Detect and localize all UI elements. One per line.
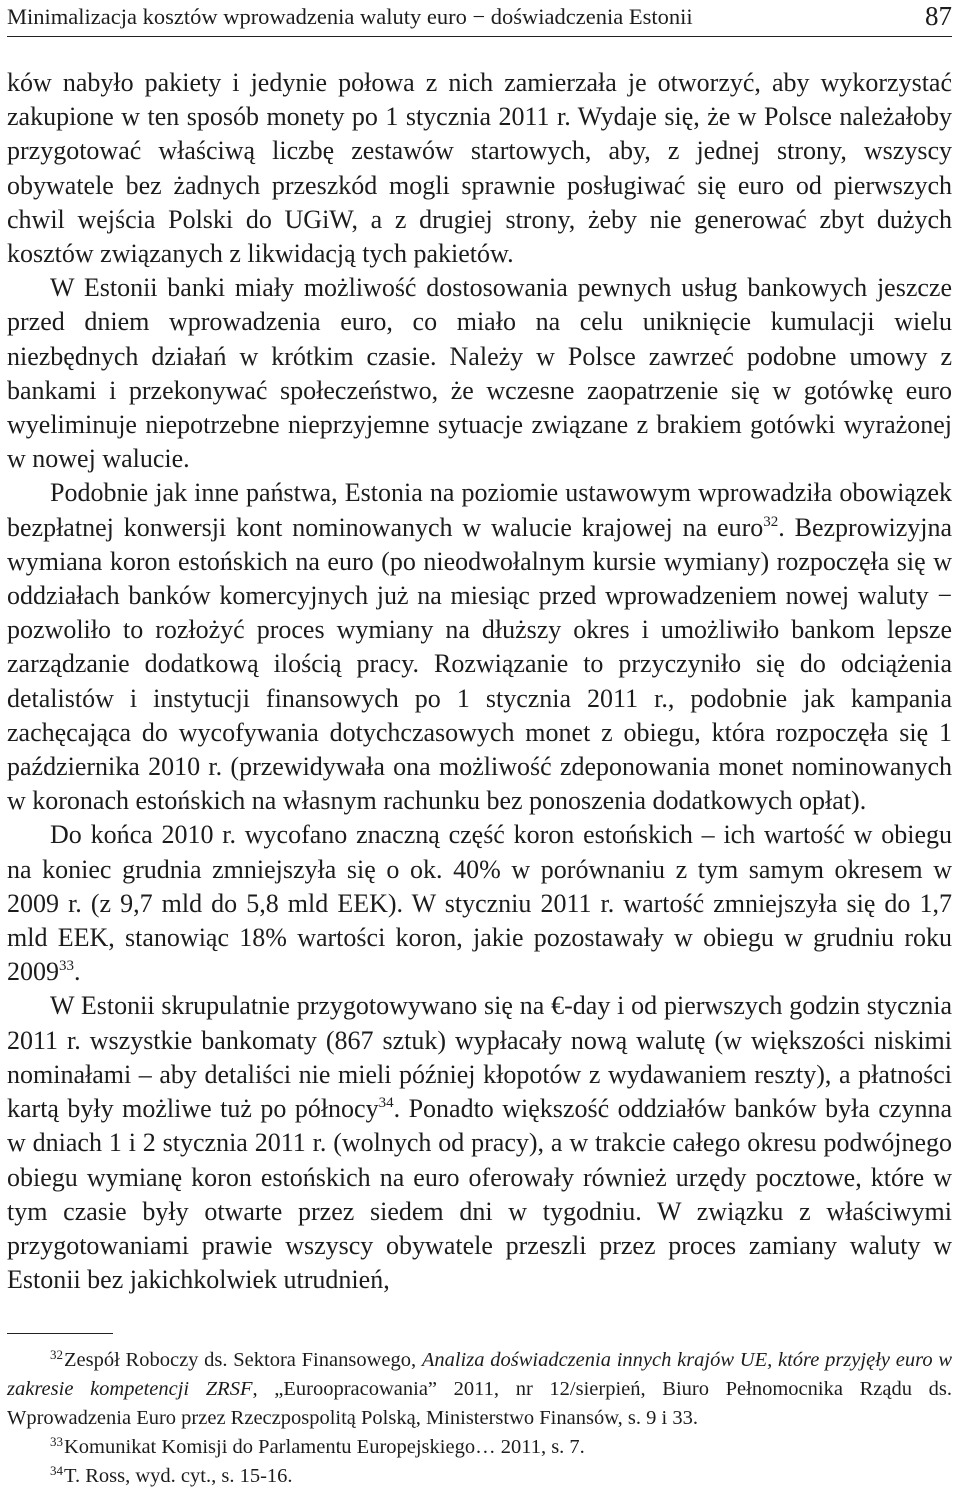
paragraph-5 — [7, 989, 952, 1297]
footnote-ref-33[interactable]: 33 — [59, 958, 74, 975]
footnote-separator — [7, 1333, 113, 1334]
body-text — [7, 66, 952, 1297]
page-number: 87 — [925, 1, 952, 31]
footnotes — [7, 1346, 952, 1491]
footnote-32 — [7, 1346, 952, 1433]
paragraph-1 — [7, 66, 952, 271]
running-header — [7, 0, 952, 37]
paragraph-5-text-b: . Ponadto większość oddziałów banków była czynna w dniach 1 i 2 stycznia 2011 r. (wolnych od pracy), a w trakcie całego okresu podwójnego obiegu wymianę koron estońskich na euro oferowały również urzędy pocztowe, które w tym czasie były otwarte przez siedem dni w tygodniu. W związku z właściwymi przygotowaniami prawie wszyscy obywatele przeszli przez proces zamiany waluty w Estonii bez jakichkolwiek utrudnień, — [7, 1094, 952, 1295]
footnote-33 — [7, 1433, 952, 1462]
paragraph-2 — [7, 271, 952, 476]
footnote-32-title: Analiza doświadczenia innych krajów UE, które przyjęły euro w zakresie kompetencji ZRSF — [7, 1349, 952, 1400]
running-header-title: Minimalizacja kosztów wprowadzenia waluty euro − doświadczenia Estonii — [7, 4, 693, 29]
footnote-34-text: T. Ross, wyd. cyt., s. 15-16. — [64, 1465, 293, 1487]
paragraph-4-text-b: . — [74, 957, 81, 987]
paragraph-4 — [7, 818, 952, 989]
paragraph-2-text: W Estonii banki miały możliwość dostosowania pewnych usług bankowych jeszcze przed dniem wprowadzenia euro, co miało na celu uniknięcie kumulacji wielu niezbędnych działań w krótkim czasie. Należy w Polsce zawrzeć podobne umowy z bankami i przekonywać społeczeństwo, że wczesne zaopatrzenie się w gotówkę euro wyeliminuje niepotrzebne nieprzyjemne sytuacje związane z brakiem gotówki wyrażonej w nowej walucie. — [7, 273, 952, 474]
paragraph-4-text-a: Do końca 2010 r. wycofano znaczną część koron estońskich – ich wartość w obiegu na koniec grudnia zmniejszyła się o ok. 40% w porównaniu z tym samym okresem w 2009 r. (z 9,7 mld do 5,8 mld EEK). W styczniu 2011 r. wartość zmniejszyła się do 1,7 mld EEK, stanowiąc 18% wartości koron, jakie pozostawały w obiegu w grudniu roku 2009 — [7, 820, 952, 987]
footnote-number: 34 — [50, 1463, 63, 1478]
footnote-33-text: Komunikat Komisji do Parlamentu Europejskiego… 2011, s. 7. — [64, 1436, 585, 1458]
footnote-number: 33 — [50, 1434, 63, 1449]
paragraph-3-text-a: Podobnie jak inne państwa, Estonia na poziomie ustawowym wprowadziła obowiązek bezpłatnej konwersji kont nominowanych w walucie krajowej na euro — [7, 478, 952, 542]
footnote-number: 32 — [50, 1347, 63, 1362]
paragraph-1-text: ków nabyło pakiety i jedynie połowa z nich zamierzała je otworzyć, aby wykorzystać zakupione w ten sposób monety po 1 stycznia 2011 r. Wydaje się, że w Polsce należałoby przygotować właściwą liczbę zestawów startowych, aby, z jednej strony, wszyscy obywatele bez żadnych przeszkód mogli sprawnie posługiwać się euro od pierwszych chwil wejścia Polski do UGiW, a z drugiej strony, żeby nie generować zbyt dużych kosztów związanych z likwidacją tych pakietów. — [7, 68, 952, 269]
paragraph-3 — [7, 476, 952, 818]
footnote-32-text-b: , „Euroopracowania” 2011, nr 12/sierpień, Biuro Pełnomocnika Rządu ds. Wprowadzenia Euro przez Rzeczpospolitą Polską, Ministerstwo Finansów, s. 9 i 33. — [7, 1378, 952, 1429]
paragraph-5-text-a: W Estonii skrupulatnie przygotowywano się na €-day i od pierwszych godzin stycznia 2011 r. wszystkie bankomaty (867 sztuk) wypłacały nową walutę (w większości niskimi nominałami – aby detaliści nie mieli później kłopotów z wydawaniem reszty), a płatności kartą były możliwe tuż po północy — [7, 991, 952, 1124]
footnote-ref-34[interactable]: 34 — [378, 1095, 394, 1112]
footnote-34 — [7, 1462, 952, 1491]
footnote-ref-32[interactable]: 32 — [763, 513, 779, 530]
paragraph-3-text-b: . Bezprowizyjna wymiana koron estońskich na euro (po nieodwołalnym kursie wymiany) rozpoczęła się w oddziałach banków komercyjnych już na miesiąc przed wprowadzeniem nowej waluty − pozwoliło to rozłożyć proces wymiany na dłuższy okres i umożliwiło bankom lepsze zarządzanie dodatkową ilością pracy. Rozwiązanie to przyczyniło się do odciążenia detalistów i instytucji finansowych po 1 stycznia 2011 r., podobnie jak kampania zachęcająca do wycofywania dotychczasowych monet z obiegu, która rozpoczęła się 1 października 2010 r. (przewidywała ona możliwość zdeponowania monet nominowanych w koronach estońskich na własnym rachunku bez ponoszenia dodatkowych opłat). — [7, 512, 952, 816]
footnote-32-text-a: Zespół Roboczy ds. Sektora Finansowego, — [64, 1349, 422, 1371]
